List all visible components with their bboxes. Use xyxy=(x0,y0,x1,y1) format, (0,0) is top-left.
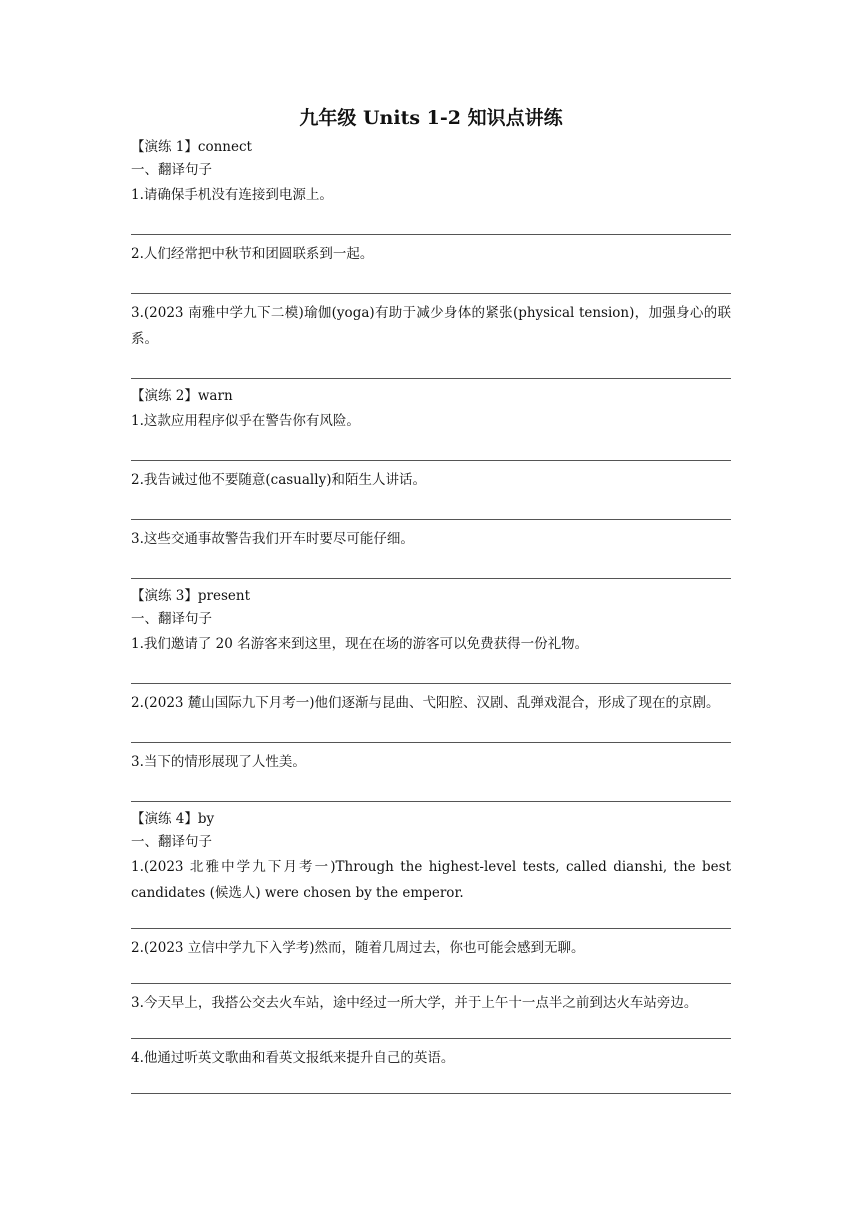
section-heading: 【演练 2】warn xyxy=(131,388,233,404)
question: 2.人们经常把中秋节和团圆联系到一起。 xyxy=(131,246,374,262)
answer-line xyxy=(131,493,731,520)
question: 3.当下的情形展现了人性美。 xyxy=(131,754,306,770)
question: 1.请确保手机没有连接到电源上。 xyxy=(131,187,333,203)
question: 1.这款应用程序似乎在警告你有风险。 xyxy=(131,413,360,429)
question: 1.我们邀请了 20 名游客来到这里，现在在场的游客可以免费获得一份礼物。 xyxy=(131,636,589,652)
section-subheading: 一、翻译句子 xyxy=(131,611,212,627)
question: 2.(2023 立信中学九下入学考)然而，随着几周过去，你也可能会感到无聊。 xyxy=(131,940,585,956)
section-by xyxy=(131,808,731,1094)
answer-line xyxy=(131,657,731,684)
section-subheading: 一、翻译句子 xyxy=(131,162,212,178)
answer-line xyxy=(131,961,731,984)
answer-line xyxy=(131,352,731,379)
worksheet-page xyxy=(131,104,731,1100)
question: 1.(2023 北雅中学九下月考一)Through the highest-level tests, called dianshi, the best candidates (候选人) were chosen by the emperor. xyxy=(131,859,731,901)
answer-line xyxy=(131,208,731,235)
question: 3.(2023 南雅中学九下二模)瑜伽(yoga)有助于减少身体的紧张(physical tension)，加强身心的联系。 xyxy=(131,305,731,347)
section-warn xyxy=(131,385,731,579)
answer-line xyxy=(131,1071,731,1094)
section-heading: 【演练 1】connect xyxy=(131,139,252,155)
section-heading: 【演练 3】present xyxy=(131,588,251,604)
question: 4.他通过听英文歌曲和看英文报纸来提升自己的英语。 xyxy=(131,1050,455,1066)
answer-line xyxy=(131,775,731,802)
question: 2.我告诫过他不要随意(casually)和陌生人讲话。 xyxy=(131,472,426,488)
section-present xyxy=(131,585,731,802)
answer-line xyxy=(131,716,731,743)
section-heading: 【演练 4】by xyxy=(131,811,215,827)
question: 2.(2023 麓山国际九下月考一)他们逐渐与昆曲、弋阳腔、汉剧、乱弹戏混合，形成了现在的京剧。 xyxy=(131,695,720,711)
answer-line xyxy=(131,434,731,461)
question: 3.这些交通事故警告我们开车时要尽可能仔细。 xyxy=(131,531,414,547)
section-connect xyxy=(131,136,731,379)
answer-line xyxy=(131,552,731,579)
section-subheading: 一、翻译句子 xyxy=(131,834,212,850)
answer-line xyxy=(131,906,731,929)
question: 3.今天早上，我搭公交去火车站，途中经过一所大学，并于上午十一点半之前到达火车站旁边。 xyxy=(131,995,698,1011)
page-title: 九年级 Units 1-2 知识点讲练 xyxy=(299,107,563,129)
answer-line xyxy=(131,1016,731,1039)
answer-line xyxy=(131,267,731,294)
